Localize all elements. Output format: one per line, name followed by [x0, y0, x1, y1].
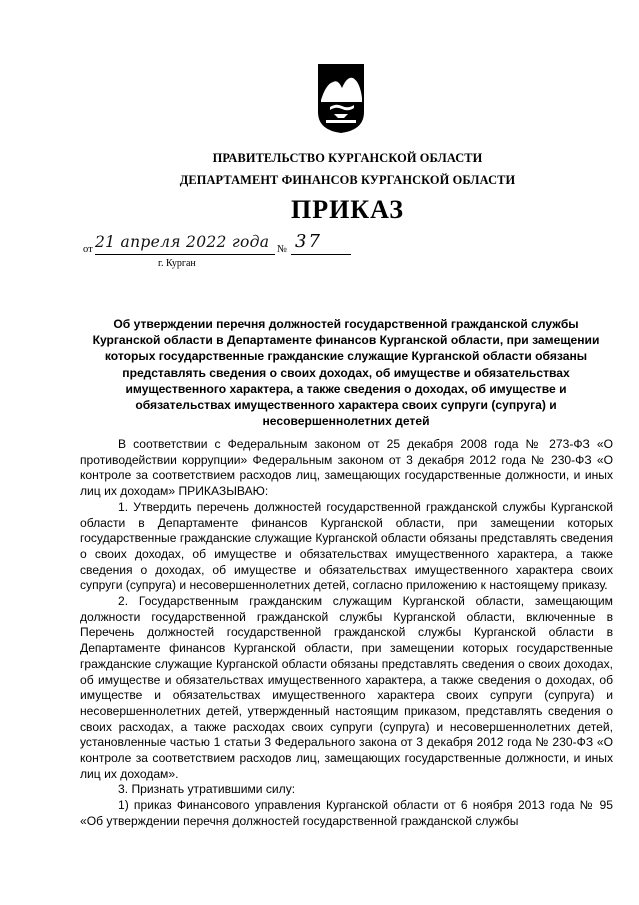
department-name: ДЕПАРТАМЕНТ ФИНАНСОВ КУРГАНСКОЙ ОБЛАСТИ: [179, 173, 516, 187]
number-prefix: №: [277, 244, 288, 255]
paragraph: В соответствии с Федеральным законом от 25 декабря 2008 года № 273-ФЗ «О противодействии коррупции» Федеральным законом от 3 декабря 2012 года № 230-ФЗ «О контроле за соответствием расходов лиц, замещающих государственные должности, и иных лиц их доходам» ПРИКАЗЫВАЮ:: [80, 437, 613, 499]
paragraph: 2. Государственным гражданским служащим Курганской области, замещающим должности государственной гражданской службы Курганской области, включенные в Перечень должностей государственной гражданской службы Курганской области в Департаменте финансов Курганской области, при замещении которых государственные гражданские служащие Курганской области обязаны представлять сведения о своих доходах, об имуществе и обязательствах имущественного характера, а также сведения о доходах, об имуществе и обязательствах имущественного характера своих супруги (супруга) и несовершеннолетних детей, утвержденный настоящим приказом, представлять сведения о своих расходах, а также расходах своих супруги (супруга) и несовершеннолетних детей, установленные частью 1 статьи 3 Федерального закона от 3 декабря 2012 года № 230-ФЗ «О контроле за соответствием расходов лиц, замещающих государственные должности, и иных лиц их доходам».: [80, 594, 613, 781]
date-underline: [95, 254, 275, 255]
paragraph: 1. Утвердить перечень должностей государственной гражданской службы Курганской области в Департаменте финансов Курганской области, при замещении которых государственные гражданские служащие Курганской области обязаны представлять сведения о своих доходах, об имуществе и обязательствах имущественного характера, а также сведения о доходах, об имуществе и обязательствах имущественного характера своих супруги (супруга) и несовершеннолетних детей, согласно приложению к настоящему приказу.: [80, 499, 613, 593]
city-label: г. Курган: [158, 258, 196, 269]
document-type-title: ПРИКАЗ: [290, 195, 405, 224]
order-heading: Об утверждении перечня должностей государственной гражданской службы Курганской области в Департаменте финансов Курганской области, при замещении которых государственные гражданские служащие Курганской области обязаны представлять сведения о своих доходах, об имуществе и обязательствах имущественного характера, а также сведения о доходах, об имуществе и обязательствах имущественного характера своих супруги (супруга) и несовершеннолетних детей: [92, 317, 600, 429]
handwritten-date: 21 апреля 2022 года: [95, 233, 270, 251]
date-prefix: от: [83, 244, 93, 255]
paragraph: 3. Признать утратившими силу:: [118, 782, 296, 797]
order-body: [80, 437, 613, 830]
kurgan-coat-of-arms-icon: [316, 62, 366, 134]
number-underline: [291, 254, 351, 255]
handwritten-number: 37: [295, 231, 322, 252]
paragraph: 1) приказ Финансового управления Курганской области от 6 ноября 2013 года № 95 «Об утверждении перечня должностей государственной гражданской службы: [80, 798, 613, 828]
organization-name: ПРАВИТЕЛЬСТВО КУРГАНСКОЙ ОБЛАСТИ: [212, 151, 483, 165]
date-number-line: [83, 233, 353, 257]
